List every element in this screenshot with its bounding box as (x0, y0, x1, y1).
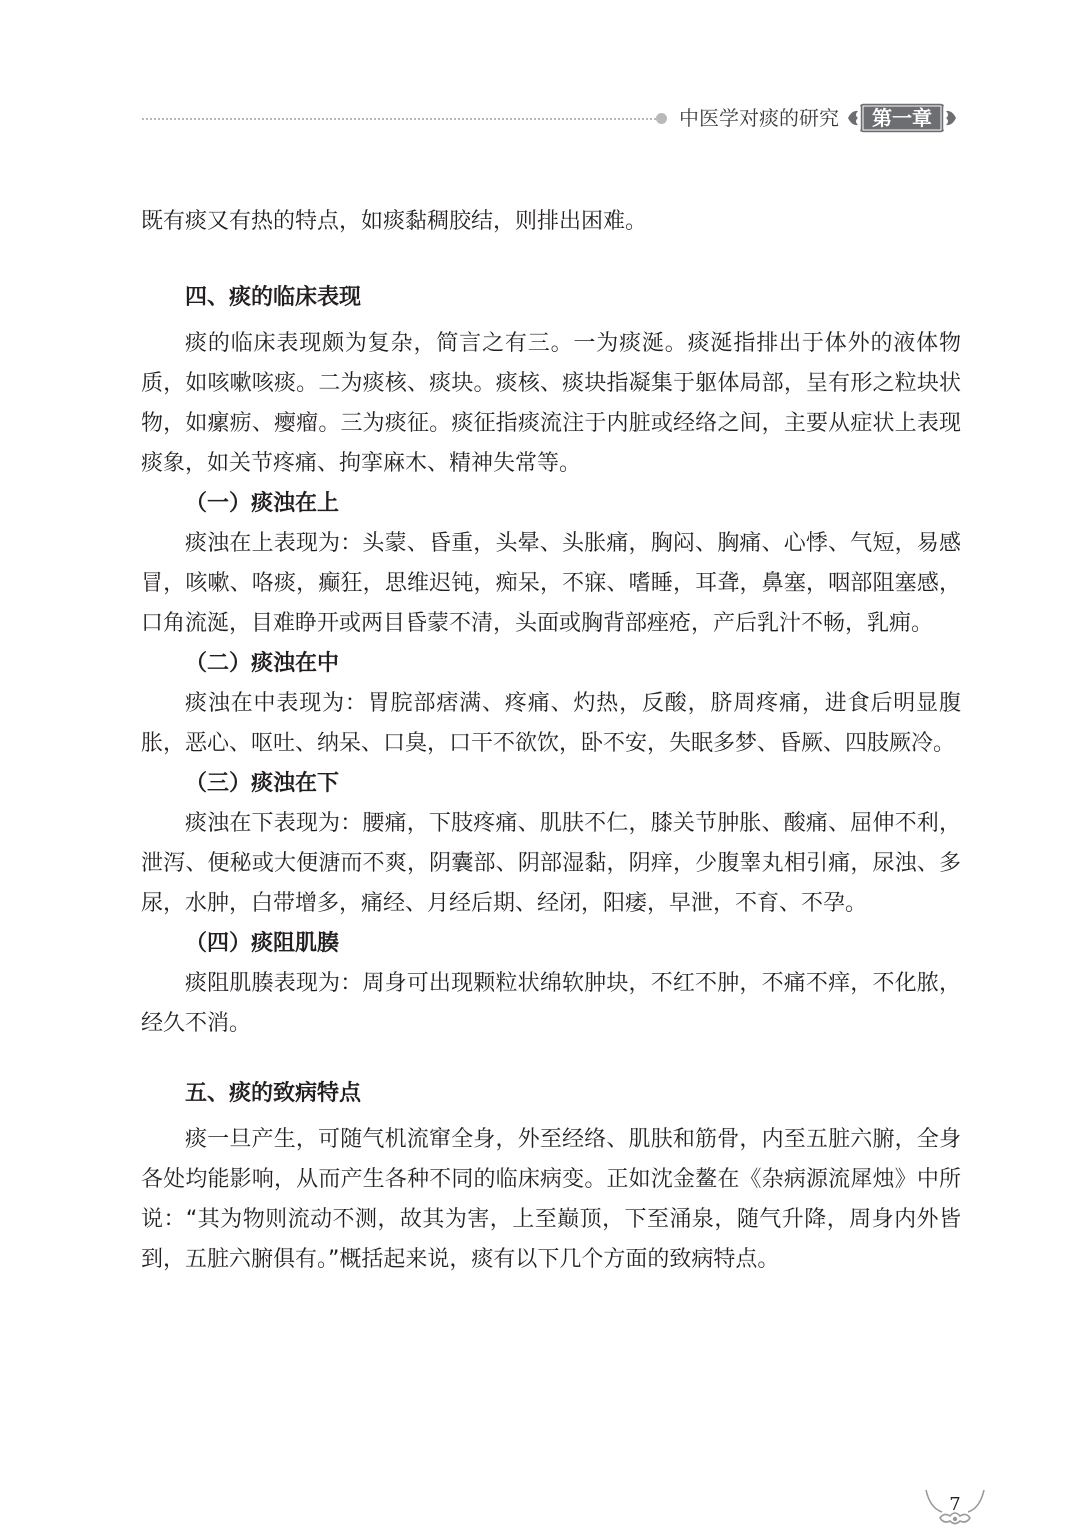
section-4-intro: 痰的临床表现颇为复杂，简言之有三。一为痰涎。痰涎指排出于体外的液体物质，如咳嗽咳痰。二为痰核、痰块。痰核、痰块指凝集于躯体局部，呈有形之粒块状物，如瘰疬、瘿瘤。三为痰征。痰征指痰流注于内脏或经络之间，主要从症状上表现痰象，如关节疼痛、拘挛麻木、精神失常等。 (141, 331, 961, 476)
subsection-2-text: 痰浊在中表现为：胃脘部痞满、疼痛、灼热，反酸，脐周疼痛，进食后明显腹胀，恶心、呕吐、纳呆、口臭，口干不欲饮，卧不安，失眠多梦、昏厥、四肢厥冷。 (141, 691, 961, 756)
subsection-3-text: 痰浊在下表现为：腰痛，下肢疼痛、肌肤不仁，膝关节肿胀、酸痛、屈伸不利，泄泻、便秘或大便溏而不爽，阴囊部、阴部湿黏，阴痒，少腹睾丸相引痛，尿浊、多尿，水肿，白带增多，痛经、月经后期、经闭，阳痿，早泄，不育、不孕。 (141, 811, 961, 916)
continuation-paragraph: 既有痰又有热的特点，如痰黏稠胶结，则排出困难。 (141, 209, 648, 234)
section-5-text: 痰一旦产生，可随气机流窜全身，外至经络、肌肤和筋骨，内至五脏六腑，全身各处均能影响，从而产生各种不同的临床病变。正如沈金鳌在《杂病源流犀烛》中所说：“其为物则流动不测，故其为害，上至巅顶，下至涌泉，随气升降，周身内外皆到，五脏六腑俱有。”概括起来说，痰有以下几个方面的致病特点。 (141, 1127, 961, 1272)
header-bullet-dot (656, 113, 667, 124)
header-dotted-rule (142, 118, 660, 120)
section-5-title: 五、痰的致病特点 (185, 1081, 362, 1106)
subsection-1-title: （一）痰浊在上 (185, 491, 340, 516)
subsection-4-title: （四）痰阻肌腠 (185, 931, 340, 956)
page-number: 7 (949, 1494, 961, 1515)
running-title: 中医学对痰的研究 (679, 106, 839, 130)
subsection-1-text: 痰浊在上表现为：头蒙、昏重，头晕、头胀痛，胸闷、胸痛、心悸、气短，易感冒，咳嗽、咯痰，癫狂，思维迟钝，痴呆，不寐、嗜睡，耳聋，鼻塞，咽部阻塞感，口角流涎，目难睁开或两目昏蒙不清，头面或胸背部痤疮，产后乳汁不畅，乳痈。 (141, 531, 961, 636)
chapter-label: 第一章 (872, 106, 932, 130)
subsection-4-text: 痰阻肌腠表现为：周身可出现颗粒状绵软肿块，不红不肿，不痛不痒，不化脓，经久不消。 (141, 971, 961, 1036)
chapter-badge (846, 99, 958, 137)
page-body (141, 202, 961, 1280)
subsection-2-title: （二）痰浊在中 (185, 651, 340, 676)
subsection-3-title: （三）痰浊在下 (185, 771, 340, 796)
section-4-title: 四、痰的临床表现 (185, 285, 362, 310)
running-header (0, 96, 1087, 142)
